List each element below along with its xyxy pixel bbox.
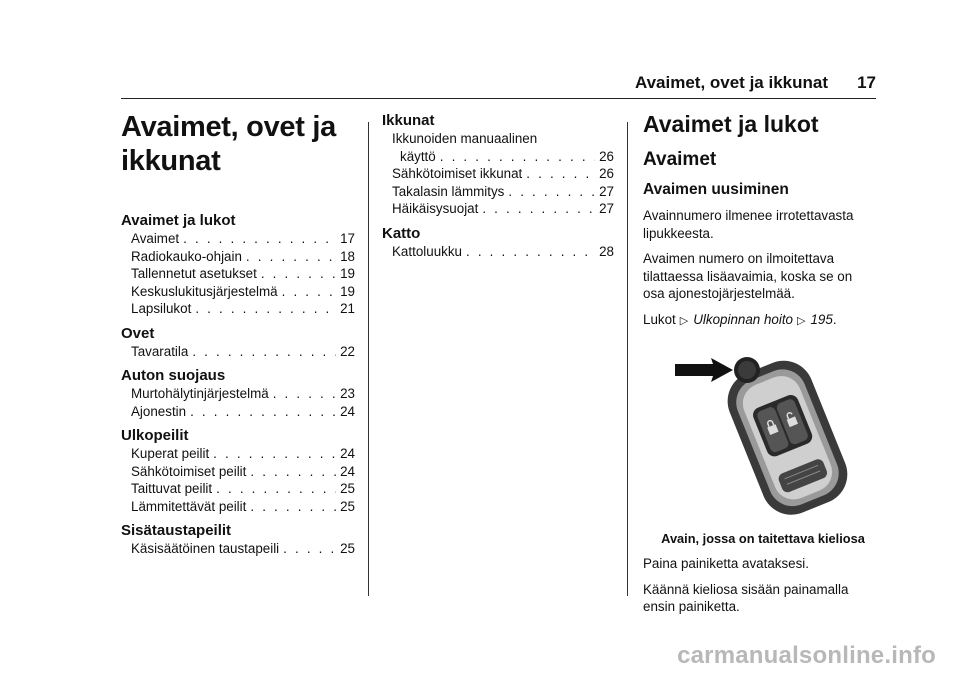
toc-page-number: 24	[340, 463, 355, 479]
toc-page-number: 25	[340, 498, 355, 514]
toc-section-heading: Auton suojaus	[121, 367, 226, 384]
toc-page-number: 24	[340, 446, 355, 461]
toc-leader-dots	[508, 183, 595, 201]
toc-page-number: 26	[599, 166, 614, 181]
toc-leader-dots	[526, 165, 595, 183]
reference-link[interactable]: Ulkopinnan hoito	[693, 311, 793, 327]
toc-page-number: 27	[599, 183, 614, 199]
running-title: Avaimet, ovet ja ikkunat	[634, 73, 828, 92]
toc-entry[interactable]	[121, 265, 355, 283]
content-column	[643, 110, 883, 616]
page-number: 17	[857, 73, 876, 92]
toc-leader-dots	[246, 248, 336, 266]
toc-page-number: 24	[340, 403, 355, 419]
toc-section-heading: Avaimet ja lukot	[121, 212, 236, 229]
toc-page-number: 25	[340, 481, 355, 496]
toc-entry-text: Lapsilukot	[131, 301, 192, 316]
toc-page-number: 23	[340, 386, 355, 401]
toc-leader-dots	[190, 403, 336, 421]
toc-entry-text: Häikäisysuojat	[392, 201, 479, 216]
toc-leader-dots	[440, 148, 595, 166]
column-divider	[627, 122, 628, 596]
paragraph: Avaimen numero on ilmoitettava tilattaessa lisäavaimia, koska se on osa ajonestojärjestelmää.	[643, 251, 853, 301]
chapter-title: Avaimet, ovet ja ikkunat	[121, 111, 336, 177]
toc-leader-dots	[250, 498, 336, 516]
toc-leader-dots	[250, 463, 336, 481]
toc-list	[382, 112, 614, 260]
toc-entry-text: Sähkötoimiset ikkunat	[392, 166, 523, 181]
toc-page-number: 19	[340, 266, 355, 281]
toc-entry-text: Kuperat peilit	[131, 446, 210, 461]
key-illustration	[643, 342, 883, 518]
paragraph: Käännä kieliosa sisään painamalla ensin painiketta.	[643, 581, 849, 614]
toc-entry-text: käyttö	[400, 148, 436, 164]
toc-entry[interactable]	[121, 385, 355, 403]
toc-column-1	[121, 110, 355, 558]
toc-page-number: 18	[340, 248, 355, 264]
subsection-title: Avaimet	[643, 149, 717, 170]
toc-entry[interactable]	[121, 498, 355, 516]
cross-reference: Lukot ▷ Ulkopinnan hoito ▷ 195.	[643, 311, 883, 331]
toc-entry[interactable]	[121, 230, 355, 248]
triangle-right-icon: ▷	[797, 314, 806, 327]
toc-entry[interactable]	[382, 183, 614, 201]
toc-entry-text: Murtohälytinjärjestelmä	[131, 386, 269, 401]
toc-leader-dots	[213, 445, 336, 463]
toc-entry[interactable]	[121, 540, 355, 558]
toc-entry[interactable]	[121, 403, 355, 421]
toc-entry[interactable]	[121, 480, 355, 498]
column-divider	[368, 122, 369, 596]
subsubsection-title: Avaimen uusiminen	[643, 181, 789, 198]
toc-entry[interactable]	[121, 283, 355, 301]
section-title: Avaimet ja lukot	[643, 111, 819, 137]
toc-page-number: 22	[340, 343, 355, 359]
toc-entry[interactable]	[121, 300, 355, 318]
toc-section-heading: Ovet	[121, 324, 155, 342]
toc-page-number: 26	[599, 148, 614, 164]
reference-page[interactable]: 195	[810, 311, 833, 327]
toc-section-heading: Sisätaustapeilit	[121, 522, 232, 539]
toc-leader-dots	[192, 343, 336, 361]
toc-entry-text: Radiokauko-ohjain	[131, 248, 242, 264]
toc-leader-dots	[261, 265, 336, 283]
toc-leader-dots	[283, 540, 336, 558]
watermark: carmanualsonline.info	[677, 642, 936, 669]
toc-entry[interactable]	[121, 343, 355, 361]
arrow-icon	[675, 358, 733, 382]
toc-entry-text: Keskuslukitusjärjestelmä	[131, 283, 278, 299]
toc-section-heading: Katto	[382, 224, 421, 242]
toc-section-heading: Ulkopeilit	[121, 427, 189, 444]
toc-leader-dots	[482, 200, 595, 218]
toc-entry-text: Käsisäätöinen taustapeili	[131, 541, 280, 556]
toc-entry-text: Kattoluukku	[392, 243, 462, 259]
toc-leader-dots	[282, 283, 336, 301]
toc-page-number: 17	[340, 231, 355, 246]
toc-entry[interactable]	[121, 463, 355, 481]
toc-entry-text: Lämmitettävät peilit	[131, 498, 247, 514]
toc-leader-dots	[273, 385, 336, 403]
triangle-right-icon: ▷	[679, 314, 689, 327]
page-header	[121, 70, 876, 99]
toc-column-2	[382, 110, 614, 260]
paragraph: Paina painiketta avataksesi.	[643, 556, 809, 571]
toc-page-number: 21	[340, 301, 355, 316]
toc-entry-text: Ajonestin	[131, 403, 187, 419]
toc-entry-text: Taittuvat peilit	[131, 481, 213, 496]
toc-leader-dots	[466, 243, 595, 261]
toc-entry-text: Tallennetut asetukset	[131, 266, 257, 281]
toc-entry[interactable]	[382, 165, 614, 183]
toc-entry[interactable]	[121, 445, 355, 463]
toc-leader-dots	[216, 480, 336, 498]
toc-entry[interactable]	[382, 148, 614, 166]
toc-entry-text: Takalasin lämmitys	[392, 183, 505, 199]
toc-page-number: 27	[599, 201, 614, 216]
toc-list	[121, 212, 355, 558]
paragraph: Avainnumero ilmenee irrotettavasta lipukkeesta.	[643, 208, 854, 241]
toc-page-number: 28	[599, 243, 614, 259]
toc-page-number: 25	[340, 541, 355, 556]
toc-entry-text: Tavaratila	[131, 343, 189, 359]
toc-entry-text: Avaimet	[131, 231, 180, 246]
toc-entry-text: Ikkunoiden manuaalinen	[392, 131, 538, 146]
toc-page-number: 19	[340, 283, 355, 299]
figure-caption: Avain, jossa on taitettava kieliosa	[661, 531, 865, 546]
toc-entry[interactable]	[382, 243, 614, 261]
toc-entry-text: Sähkötoimiset peilit	[131, 463, 247, 479]
toc-entry[interactable]	[382, 200, 614, 218]
toc-leader-dots	[183, 230, 336, 248]
toc-leader-dots	[195, 300, 336, 318]
toc-section-heading: Ikkunat	[382, 112, 435, 129]
toc-entry[interactable]	[121, 248, 355, 266]
